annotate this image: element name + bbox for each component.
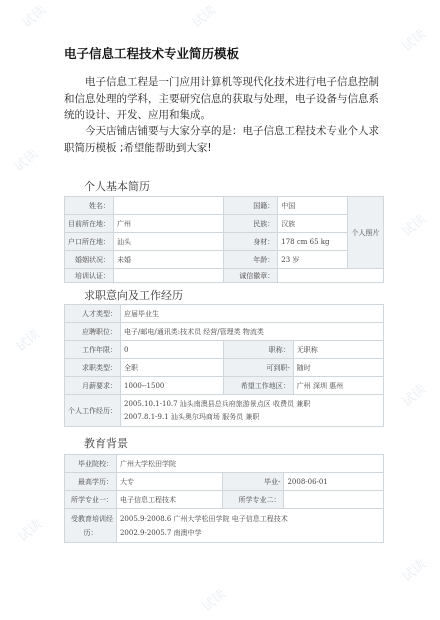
nationality-label: 国籍： [224, 197, 278, 215]
watermark: 试读 [399, 211, 430, 241]
job-intention-heading: 求职意向及工作经历 [84, 289, 183, 302]
watermark: 试读 [13, 326, 44, 356]
intro-paragraph-2: 今天店铺店铺要与大家分享的是：电子信息工程技术专业个人求职简历模板 ;希望能帮助到大家! [64, 125, 379, 154]
watermark: 试读 [15, 516, 46, 546]
degree-value: 大专 [116, 473, 222, 491]
job-title-label: 职称： [224, 341, 293, 359]
name-value [114, 197, 224, 215]
body-value: 178 cm 65 kg [278, 233, 348, 251]
work-experience-line: 2005.10.1-10.7 汕头南澳县总兵府旅游景点区 收费员 兼职 [124, 399, 311, 408]
education-heading: 教育背景 [84, 437, 128, 450]
job-title-value: 无职称 [293, 341, 383, 359]
major1-value: 电子信息工程技术 [116, 491, 222, 509]
school-label: 毕业院校： [65, 455, 117, 473]
watermark: 试读 [199, 586, 230, 616]
degree-label: 最高学历： [65, 473, 117, 491]
credit-value [278, 269, 384, 283]
cert-label: 培训认证： [65, 269, 114, 283]
education-history-label [65, 509, 117, 543]
page-title: 电子信息工程技术专业简历模板 [64, 46, 240, 61]
work-experience-label: 个人工作经历： [65, 395, 121, 427]
education-history-line: 2002.9-2005.7 南澳中学 [119, 528, 202, 537]
photo-placeholder: 个人照片 [348, 197, 384, 269]
watermark: 试读 [11, 146, 42, 176]
basic-info-heading: 个人基本简历 [84, 180, 150, 193]
graduation-value: 2008-06-01 [284, 473, 384, 491]
age-value: 23 岁 [278, 251, 348, 269]
cert-value [114, 269, 224, 283]
watermark: 试读 [19, 2, 50, 32]
watermark: 试读 [189, 2, 220, 32]
talent-type-label: 人才类型： [65, 305, 121, 323]
hukou-label: 户口所在地： [65, 233, 114, 251]
job-type-label: 求职类型： [65, 359, 121, 377]
major2-label: 所学专业二： [222, 491, 284, 509]
ethnicity-label: 民族： [224, 215, 278, 233]
name-label: 姓名： [65, 197, 114, 215]
education-history-label-line: 历： [83, 528, 98, 537]
arrival-value: 随时 [293, 359, 383, 377]
job-type-value: 全职 [121, 359, 224, 377]
education-history-label-line: 受教育培训经 [70, 514, 113, 523]
residence-label: 目前所在地： [65, 215, 114, 233]
work-years-value: 0 [121, 341, 224, 359]
watermark: 试读 [399, 26, 430, 56]
body-label: 身材： [224, 233, 278, 251]
location-value: 广州 深圳 惠州 [293, 377, 383, 395]
intro-paragraph-1: 电子信息工程是一门应用计算机等现代化技术进行电子信息控制和信息处理的学科，主要研究信息的获取与处理，电子设备与信息系统的设计、开发、应用和集成。 [64, 76, 379, 121]
watermark: 试读 [399, 556, 430, 586]
education-table [64, 454, 384, 543]
ethnicity-value: 汉族 [278, 215, 348, 233]
marital-value: 未婚 [114, 251, 224, 269]
residence-value: 广州 [114, 215, 224, 233]
education-history-value [116, 509, 383, 543]
work-experience-value [121, 395, 384, 427]
credit-label: 诚信徽章： [224, 269, 278, 283]
graduation-label: 毕业- [222, 473, 284, 491]
location-label: 希望工作地区： [224, 377, 293, 395]
age-label: 年龄： [224, 251, 278, 269]
arrival-label: 可到职- [224, 359, 293, 377]
talent-type-value: 应届毕业生 [121, 305, 384, 323]
work-experience-line: 2007.8.1-9.1 汕头奥尔玛商场 服务员 兼职 [124, 412, 260, 421]
job-intention-table [64, 304, 384, 427]
education-history-line: 2005.9-2008.6 广州大学松田学院 电子信息工程技术 [119, 514, 288, 523]
work-years-label: 工作年限： [65, 341, 121, 359]
major2-value [284, 491, 384, 509]
nationality-value: 中国 [278, 197, 348, 215]
marital-label: 婚姻状况： [65, 251, 114, 269]
salary-value: 1000--1500 [121, 377, 224, 395]
position-value: 电子/邮电/通讯类:技术员 经营/管理类 物流类 [121, 323, 384, 341]
school-value: 广州大学松田学院 [116, 455, 383, 473]
salary-label: 月薪要求： [65, 377, 121, 395]
basic-info-table [64, 196, 384, 283]
hukou-value: 汕头 [114, 233, 224, 251]
watermark: 试读 [399, 381, 430, 411]
major1-label: 所学专业一： [65, 491, 117, 509]
position-label: 应聘职位： [65, 323, 121, 341]
